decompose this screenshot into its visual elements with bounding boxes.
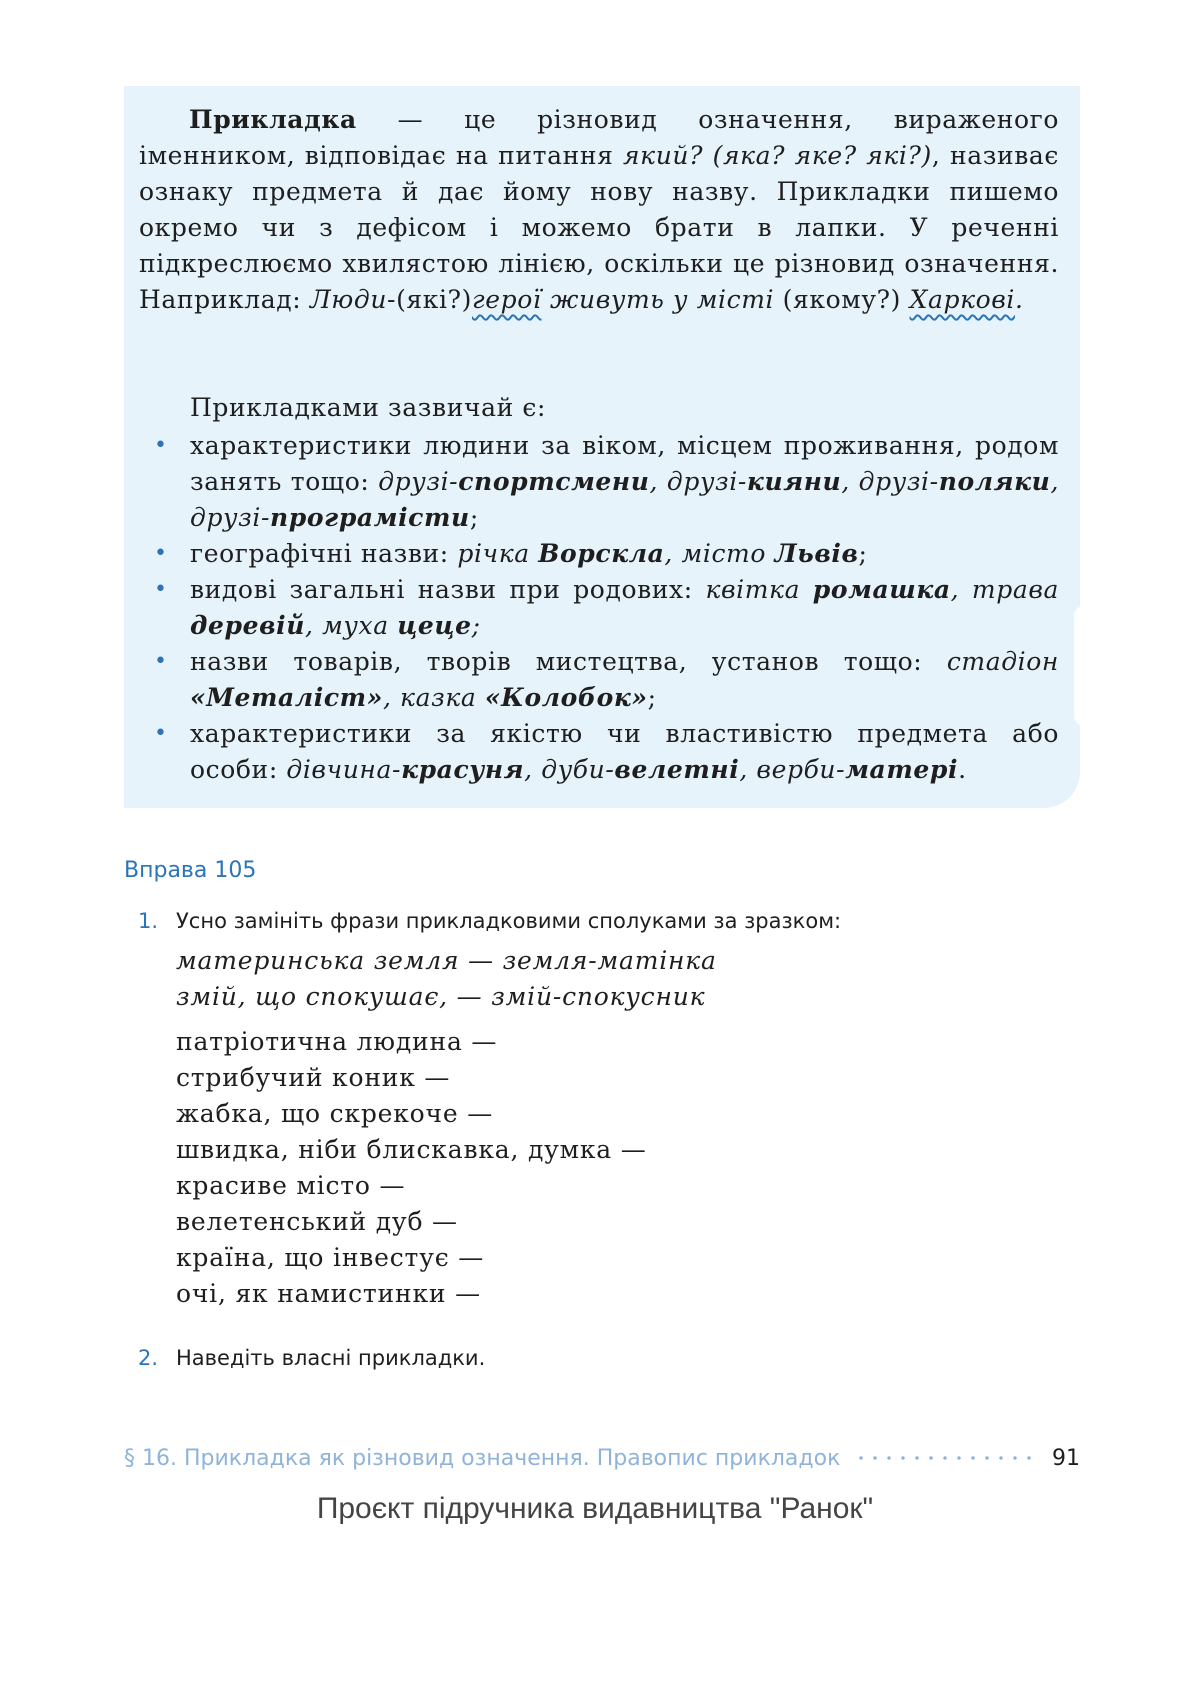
phrase-item: патріотична людина — [176, 1027, 498, 1056]
questions: який? (яка? яке? які?) [623, 141, 932, 170]
list-intro: Прикладками зазвичай є: [190, 393, 547, 422]
term: Прикладка [189, 105, 357, 134]
task-1 [138, 909, 841, 933]
list-item: • характеристики людини за віком, місцем проживання, родом занять тощо: друзі-спортсмени, друзі-кияни, друзі-поляки, друзі-програмісти; [190, 428, 1059, 536]
bullet-icon: • [154, 649, 168, 674]
page-number: 91 [1052, 1445, 1080, 1471]
example-question-2: (якому?) [774, 285, 910, 314]
task-2 [138, 1346, 485, 1370]
phrase-item: велетенський дуб — [176, 1207, 458, 1236]
dotted-leader [854, 1456, 1038, 1460]
example-middle: живуть у місті [541, 285, 775, 314]
example-people: Люди [309, 285, 388, 314]
phrase-item: очі, як намистинки — [176, 1279, 481, 1308]
bullet-icon: • [154, 577, 168, 602]
list-item: • видові загальні назви при родових: квітка ромашка, трава деревій, муха цеце; [190, 572, 1059, 644]
example-kharkiv-underlined: Харкові [909, 285, 1015, 314]
task-1-number: 1. [138, 909, 159, 933]
list-item: • характеристики за якістю чи властивістю предмета або особи: дівчина-красуня, дуби-велетні, верби-матері. [190, 716, 1059, 788]
phrase-item: жабка, що скрекоче — [176, 1099, 493, 1128]
phrase-item: країна, що інвестує — [176, 1243, 485, 1272]
phrase-item: красиве місто — [176, 1171, 406, 1200]
example-heroes-underlined: герої [471, 285, 542, 314]
page-footer [124, 1443, 1080, 1473]
sample-item: материнська земля — земля-матінка [176, 946, 717, 975]
phrase-list [176, 1024, 647, 1312]
task-1-text: Усно замініть фрази прикладковими сполуками за зразком: [176, 909, 842, 933]
definition-text: — це різновид означення, вираженого іменником, відповідає на питання [139, 105, 1059, 170]
sample-item: змій, що спокушає, — змій-спокусник [176, 982, 706, 1011]
list-item: • географічні назви: річка Ворскла, місто Львів; [190, 536, 1059, 572]
bullet-icon: • [154, 541, 168, 566]
bullet-icon: • [154, 433, 168, 458]
example-end: . [1015, 285, 1024, 314]
section-title: § 16. Прикладка як різновид означення. Правопис прикладок [124, 1445, 841, 1471]
definition-paragraph [139, 102, 1059, 318]
phrase-item: швидка, ніби блискавка, думка — [176, 1135, 647, 1164]
exercise-title: Вправа 105 [124, 858, 257, 883]
box-edge-decoration [1074, 606, 1084, 726]
example-question-1: -(які?) [387, 285, 472, 314]
publisher-watermark: Проєкт підручника видавництва "Ранок" [316, 1492, 874, 1525]
sample-list [176, 943, 717, 1015]
bullet-list [154, 428, 1059, 788]
task-2-text: Наведіть власні прикладки. [176, 1346, 486, 1370]
list-item: • назви товарів, творів мистецтва, установ тощо: стадіон «Металіст», казка «Колобок»; [190, 644, 1059, 716]
definition-text-2: , називає ознаку предмета й дає йому нову назву. Прикладки пишемо окремо чи з дефісом і можемо брати в лапки. У реченні підкреслюємо хвилястою лінією, оскільки це різновид означення. Наприклад: [139, 141, 1059, 314]
task-2-number: 2. [138, 1346, 159, 1370]
bullet-icon: • [154, 721, 168, 746]
phrase-item: стрибучий коник — [176, 1063, 451, 1092]
